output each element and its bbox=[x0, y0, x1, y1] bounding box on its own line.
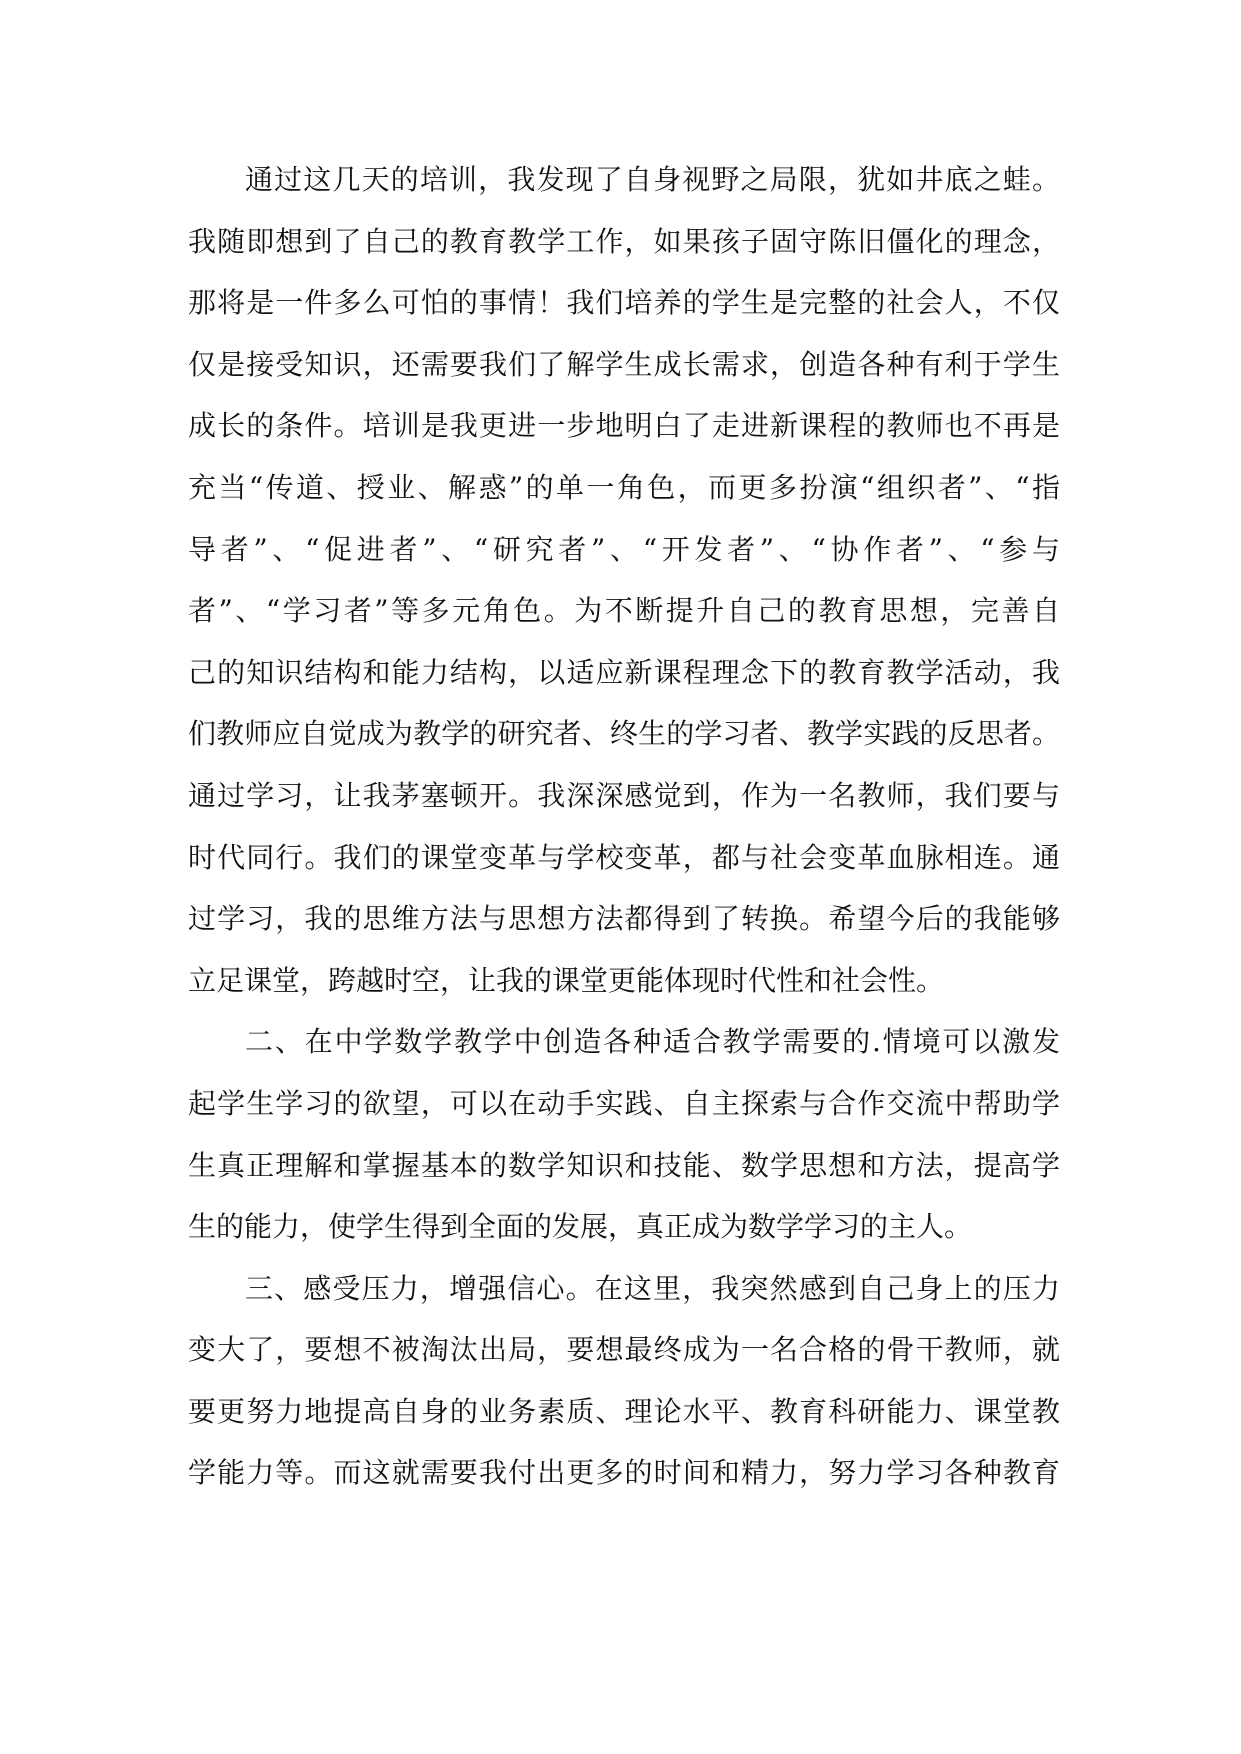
text-line: 成长的条件。培训是我更进一步地明白了走进新课程的教师也不再是 bbox=[188, 409, 1060, 443]
text-line: 那将是一件多么可怕的事情！我们培养的学生是完整的社会人，不仅 bbox=[188, 286, 1060, 320]
text-line: 要更努力地提高自身的业务素质、理论水平、教育科研能力、课堂教 bbox=[188, 1394, 1060, 1428]
text-line: 三、感受压力，增强信心。在这里，我突然感到自己身上的压力 bbox=[245, 1271, 1060, 1305]
text-line: 立足课堂，跨越时空，让我的课堂更能体现时代性和社会性。 bbox=[188, 963, 945, 997]
text-line: 充当“传道、授业、解惑”的单一角色，而更多扮演“组织者”、“指 bbox=[188, 470, 1060, 504]
text-line: 生真正理解和掌握基本的数学知识和技能、数学思想和方法，提高学 bbox=[188, 1148, 1060, 1182]
text-line: 们教师应自觉成为教学的研究者、终生的学习者、教学实践的反思者。 bbox=[188, 717, 1060, 751]
paragraph-3 bbox=[188, 1269, 1060, 1515]
text-line: 生的能力，使学生得到全面的发展，真正成为数学学习的主人。 bbox=[188, 1210, 973, 1244]
text-line: 时代同行。我们的课堂变革与学校变革，都与社会变革血脉相连。通 bbox=[188, 840, 1060, 874]
text-line: 通过这几天的培训，我发现了自身视野之局限，犹如井底之蛙。 bbox=[245, 163, 1060, 196]
text-line: 起学生学习的欲望，可以在动手实践、自主探索与合作交流中帮助学 bbox=[188, 1086, 1060, 1120]
text-line: 者”、“学习者”等多元角色。为不断提升自己的教育思想，完善自 bbox=[188, 594, 1060, 628]
text-line: 导者”、“促进者”、“研究者”、“开发者”、“协作者”、“参与 bbox=[188, 532, 1060, 566]
text-line: 仅是接受知识，还需要我们了解学生成长需求，创造各种有利于学生 bbox=[188, 347, 1060, 381]
text-line: 变大了，要想不被淘汰出局，要想最终成为一名合格的骨干教师，就 bbox=[188, 1333, 1060, 1367]
text-line: 己的知识结构和能力结构，以适应新课程理念下的教育教学活动，我 bbox=[188, 655, 1060, 689]
document-body bbox=[188, 160, 1060, 1515]
text-line: 通过学习，让我茅塞顿开。我深深感觉到，作为一名教师，我们要与 bbox=[188, 778, 1060, 812]
text-line: 学能力等。而这就需要我付出更多的时间和精力，努力学习各种教育 bbox=[188, 1456, 1060, 1490]
text-line: 二、在中学数学教学中创造各种适合教学需要的.情境可以激发 bbox=[245, 1025, 1060, 1059]
text-line: 过学习，我的思维方法与思想方法都得到了转换。希望今后的我能够 bbox=[188, 902, 1060, 936]
text-line: 我随即想到了自己的教育教学工作，如果孩子固守陈旧僵化的理念， bbox=[188, 224, 1060, 258]
paragraph-1 bbox=[188, 160, 1060, 1022]
paragraph-2 bbox=[188, 1022, 1060, 1268]
